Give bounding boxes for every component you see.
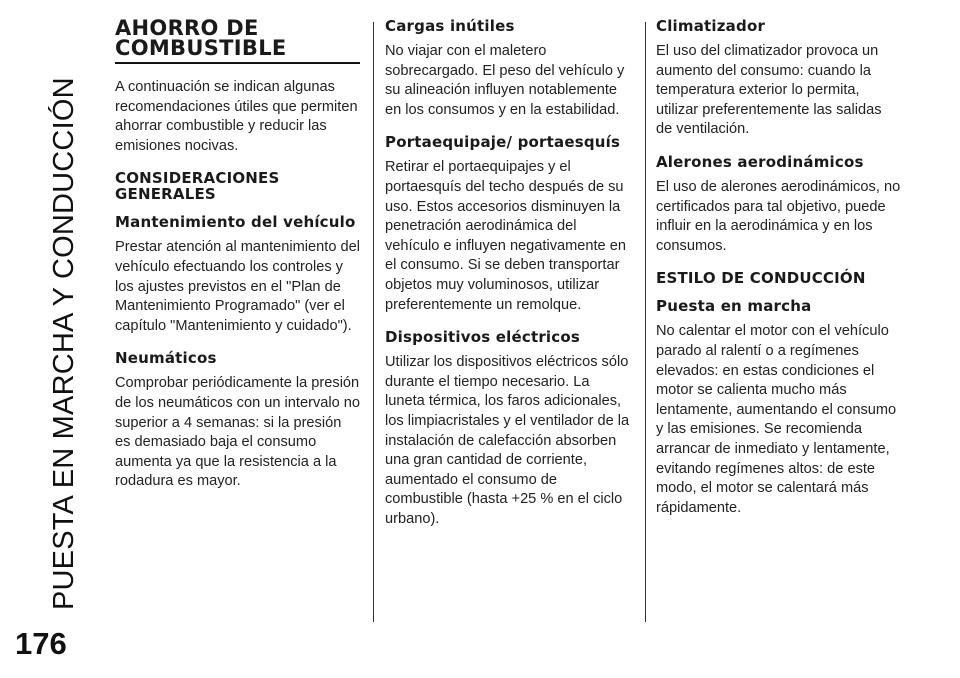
column-divider	[373, 22, 374, 622]
paragraph-dispositivos: Utilizar los dispositivos eléctricos sólo durante el tiempo necesario. La luneta térmica, los faros adicionales, los limpiacristales y el ventilador de la instalación de calefacción absorben una gran cantidad de corriente, aumentado el consumo de combustible (hasta +25 % en el ciclo urbano).	[385, 354, 630, 527]
column-2	[385, 18, 630, 543]
chapter-side-title: PUESTA EN MARCHA Y CONDUCCIÓN	[48, 77, 80, 610]
subsection-title-estilo: ESTILO DE CONDUCCIÓN	[656, 269, 866, 288]
paragraph-mantenimiento: Prestar atención al mantenimiento del vehículo efectuando los controles y los ajustes previstos en el "Plan de Mantenimiento Programado" (ver el capítulo "Mantenimiento y cuidado").	[115, 239, 360, 334]
heading-neumaticos: Neumáticos	[115, 349, 217, 368]
heading-cargas: Cargas inútiles	[385, 17, 515, 35]
paragraph-puesta: No calentar el motor con el vehículo parado al ralentí o a regímenes elevados: en estas condiciones el motor se calienta mucho más lentamente, aumentando el consumo y las emisiones. Se recomienda arrancar de inmediato y lentamente, evitando regímenes altos: de este modo, el motor se calentará más rápidamente.	[656, 323, 897, 516]
heading-climatizador: Climatizador	[656, 17, 766, 35]
subsection-title: CONSIDERACIONES GENERALES	[115, 169, 280, 204]
heading-mantenimiento: Mantenimiento del vehículo	[115, 213, 356, 232]
paragraph-neumaticos: Comprobar periódicamente la presión de los neumáticos con un intervalo no superior a 4 semanas: si la presión es demasiado baja el consumo aumenta ya que la resistencia a la rodadura es mayor.	[115, 375, 361, 490]
section-title: AHORRO DE COMBUSTIBLE	[115, 18, 360, 64]
column-3	[656, 18, 901, 532]
page-number: 176	[15, 626, 67, 661]
paragraph-climatizador: El uso del climatizador provoca un aumento del consumo: cuando la temperatura exterior lo permita, utilizar preferentemente las salidas de ventilación.	[656, 43, 882, 138]
paragraph-cargas: No viajar con el maletero sobrecargado. El peso del vehículo y su alineación influyen notablemente en los consumos y en la estabilidad.	[385, 43, 625, 118]
heading-dispositivos: Dispositivos eléctricos	[385, 328, 580, 347]
intro-paragraph: A continuación se indican algunas recomendaciones útiles que permiten ahorrar combustible y reducir las emisiones nocivas.	[115, 79, 358, 154]
heading-portaequipaje: Portaequipaje/ portaesquís	[385, 133, 621, 152]
column-divider	[645, 22, 646, 622]
heading-puesta: Puesta en marcha	[656, 297, 812, 316]
paragraph-portaequipaje: Retirar el portaequipajes y el portaesquís del techo después de su uso. Estos accesorios disminuyen la penetración aerodinámica del vehículo e influyen negativamente en el consumo. Si se deben transportar objetos muy voluminosos, utilizar preferentemente un remolque.	[385, 159, 626, 313]
paragraph-alerones: El uso de alerones aerodinámicos, no certificados para tal objetivo, puede influir en la aerodinámica y en los consumos.	[656, 178, 901, 254]
column-1	[115, 18, 360, 506]
heading-alerones: Alerones aerodinámicos	[656, 152, 864, 171]
